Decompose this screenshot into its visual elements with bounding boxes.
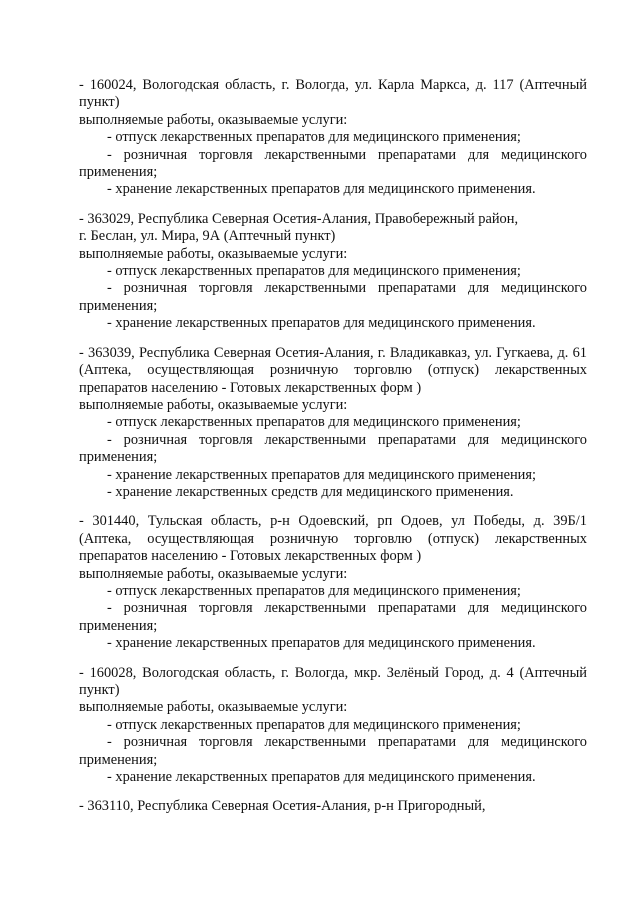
services-heading: выполняемые работы, оказываемые услуги:	[79, 245, 348, 262]
services-heading: выполняемые работы, оказываемые услуги:	[79, 699, 348, 716]
entry-address: - 363039, Республика Северная Осетия-Алания, г. Владикавказ, ул. Гугкаева, д. 61 (Аптека, осуществляющая розничную торговлю (отпуск) лекарственных препаратов населению - Готовых лекарственных форм )	[79, 344, 587, 396]
entry-address: - 363110, Республика Северная Осетия-Алания, р-н Пригородный,	[79, 798, 486, 815]
service-item: - розничная торговля лекарственными препаратами для медицинского применения;	[79, 734, 587, 768]
service-item: - розничная торговля лекарственными препаратами для медицинского применения;	[79, 600, 587, 634]
address-entry-3	[79, 345, 587, 502]
service-item: - хранение лекарственных препаратов для медицинского применения.	[107, 769, 536, 786]
address-entry-1	[79, 77, 587, 199]
services-heading: выполняемые работы, оказываемые услуги:	[79, 111, 348, 128]
service-item: - хранение лекарственных средств для медицинского применения.	[107, 483, 514, 500]
service-item: - отпуск лекарственных препаратов для медицинского применения;	[107, 263, 521, 280]
service-item: - отпуск лекарственных препаратов для медицинского применения;	[107, 129, 521, 146]
services-heading: выполняемые работы, оказываемые услуги:	[79, 565, 348, 582]
service-item: - хранение лекарственных препаратов для медицинского применения.	[107, 181, 536, 198]
entry-address: - 160028, Вологодская область, г. Вологда, мкр. Зелёный Город, д. 4 (Аптечный пункт)	[79, 664, 587, 698]
services-heading: выполняемые работы, оказываемые услуги:	[79, 396, 348, 413]
service-item: - хранение лекарственных препаратов для медицинского применения;	[107, 466, 537, 483]
document-body	[79, 77, 587, 828]
address-entry-5	[79, 665, 587, 787]
address-entry-4	[79, 513, 587, 652]
service-item: - отпуск лекарственных препаратов для медицинского применения;	[107, 716, 521, 733]
service-item: - хранение лекарственных препаратов для медицинского применения.	[107, 635, 536, 652]
address-entry-6	[79, 798, 587, 815]
entry-address: - 301440, Тульская область, р-н Одоевский, рп Одоев, ул Победы, д. 39Б/1 (Аптека, осуществляющая розничную торговлю (отпуск) лекарственных препаратов населению - Готовых лекарственных форм )	[79, 513, 587, 565]
entry-address: - 160024, Вологодская область, г. Вологда, ул. Карла Маркса, д. 117 (Аптечный пункт)	[79, 77, 587, 111]
entry-address-line-2: г. Беслан, ул. Мира, 9А (Аптечный пункт)	[79, 228, 336, 245]
service-item: - розничная торговля лекарственными препаратами для медицинского применения;	[79, 280, 587, 314]
service-item: - отпуск лекарственных препаратов для медицинского применения;	[107, 582, 521, 599]
service-item: - отпуск лекарственных препаратов для медицинского применения;	[107, 414, 521, 431]
service-item: - розничная торговля лекарственными препаратами для медицинского применения;	[79, 146, 587, 181]
address-entry-2	[79, 211, 587, 333]
service-item: - розничная торговля лекарственными препаратами для медицинского применения;	[79, 431, 587, 466]
service-item: - хранение лекарственных препаратов для медицинского применения.	[107, 315, 536, 332]
entry-address: - 363029, Республика Северная Осетия-Алания, Правобережный район,	[79, 210, 519, 227]
